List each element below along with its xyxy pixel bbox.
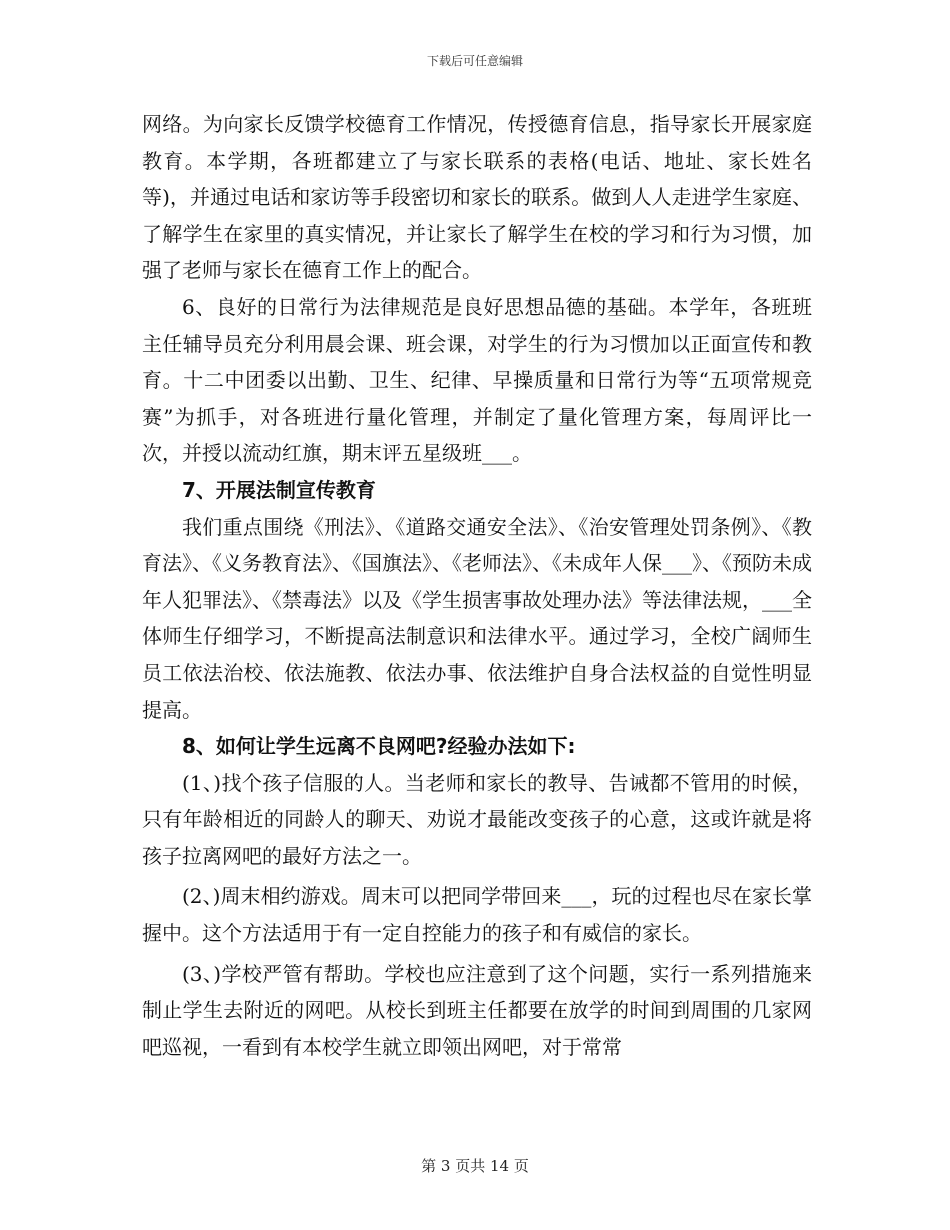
paragraph-behavior-norms: 6、良好的日常行为法律规范是良好思想品德的基础。本学年，各班班主任辅导员充分利用晨会课、班会课，对学生的行为习惯加以正面宣传和教育。十二中团委以出勤、卫生、纪律、早操质量和日常行为等“五项常规竞赛”为抓手，对各班进行量化管理，并制定了量化管理方案，每周评比一次，并授以流动红旗，期末评五星级班___。 — [142, 294, 812, 466]
paragraph-network-contact: 网络。为向家长反馈学校德育工作情况，传授德育信息，指导家长开展家庭教育。本学期，各班都建立了与家长联系的表格(电话、地址、家长姓名等)，并通过电话和家访等手段密切和家长的联系。做到人人走进学生家庭、了解学生在家里的真实情况，并让家长了解学生在校的学习和行为习惯，加强了老师与家长在德育工作上的配合。 — [142, 112, 812, 283]
page-header: 下载后可任意编辑 — [426, 54, 523, 68]
section-heading-internet-cafe: 8、如何让学生远离不良网吧?经验办法如下: — [182, 734, 576, 759]
list-item-2: (2、)周末相约游戏。周末可以把同学带回来___，玩的过程也尽在家长掌握中。这个方法适用于有一定自控能力的孩子和有威信的家长。 — [142, 884, 812, 946]
section-heading-legal-education: 7、开展法制宣传教育 — [182, 477, 376, 502]
list-item-1: (1、)找个孩子信服的人。当老师和家长的教导、告诫都不管用的时候，只有年龄相近的同龄人的聊天、劝说才最能改变孩子的心意，这或许就是将孩子拉离网吧的最好方法之一。 — [142, 770, 812, 868]
list-item-3: (3、)学校严管有帮助。学校也应注意到了这个问题，实行一系列措施来制止学生去附近的网吧。从校长到班主任都要在放学的时间到周围的几家网吧巡视，一看到有本校学生就立即领出网吧，对于常常 — [142, 961, 812, 1059]
paragraph-legal-education: 我们重点围绕《刑法》、《道路交通安全法》、《治安管理处罚条例》、《教育法》、《义务教育法》、《国旗法》、《老师法》、《未成年人保___》、《预防未成年人犯罪法》、《禁毒法》以及《学生损害事故处理办法》等法律法规，___全体师生仔细学习，不断提高法制意识和法律水平。通过学习，全校广阔师生员工依法治校、依法施教、依法办事、依法维护自身合法权益的自觉性明显提高。 — [142, 514, 812, 722]
page-number: 第 3 页共 14 页 — [421, 1157, 529, 1175]
document-body — [142, 106, 812, 1065]
